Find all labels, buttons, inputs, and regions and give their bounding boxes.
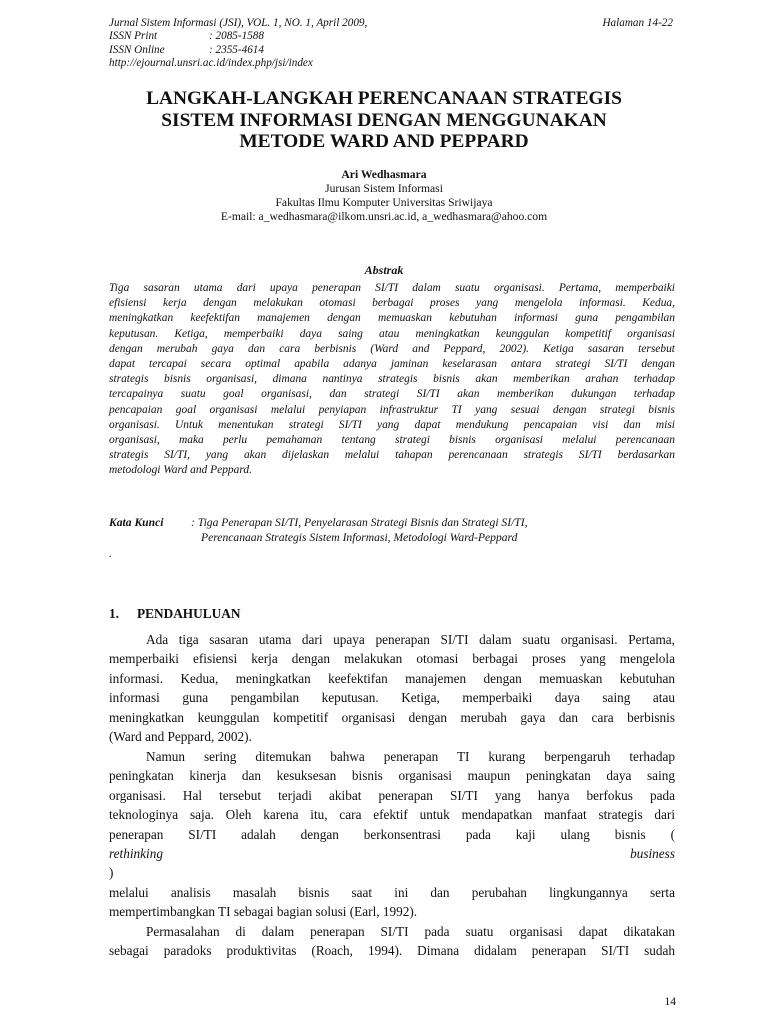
abstract-line: keputusan. Ketiga, memperbaiki daya saing atau meningkatkan keunggulan kompetitif organisasi — [109, 327, 675, 340]
body-line-text: ) — [109, 865, 114, 881]
abstract-line: strategis bisnis organisasi, dimana nantinya strategis bisnis akan memberikan arahan terhadap — [109, 373, 675, 386]
keywords-row — [109, 515, 675, 530]
body-line: (Ward and Peppard, 2002). — [109, 729, 252, 745]
abstract-line: pencapaian goal organisasi melalui penyiapan infrastruktur TI yang sesuai dengan strategi bisnis — [109, 403, 675, 416]
body-line: teknologinya saja. Oleh karena itu, cara efektif untuk mendapatkan manfaat strategis dari — [109, 807, 675, 823]
body-line — [109, 825, 675, 883]
body-line: memperbaiki efisiensi kerja dengan melakukan otomasi berbagai proses yang mengelola — [109, 651, 675, 667]
body-line: melalui analisis masalah bisnis saat ini dan perubahan lingkungannya serta — [109, 884, 675, 900]
header-journal-row — [109, 17, 673, 30]
abstract-line: dengan merubah gaya dan cara berbisnis (Ward and Peppard, 2002). Ketiga sasaran tersebut — [109, 342, 675, 355]
body-text — [109, 630, 675, 961]
body-italic-term: rethinking business — [109, 845, 675, 861]
body-line: mempertimbangkan TI sebagai bagian solusi (Earl, 1992). — [109, 904, 418, 920]
paper-title — [60, 88, 708, 153]
journal-citation: Jurnal Sistem Informasi (JSI), VOL. 1, NO. 1, April 2009, — [109, 17, 368, 29]
keywords-line: Perencanaan Strategis Sistem Informasi, Metodologi Ward-Peppard — [201, 531, 518, 545]
abstract-heading: Abstrak — [364, 263, 404, 277]
issn-print-row — [109, 30, 673, 43]
author-department: Jurusan Sistem Informasi — [325, 181, 443, 195]
section-title: PENDAHULUAN — [137, 606, 241, 621]
issn-online-value: : 2355-4614 — [209, 43, 264, 56]
body-line: informasi. Kedua, meningkatkan keefektifan manajemen dengan memuaskan kebutuhan — [109, 670, 675, 686]
body-line: organisasi. Hal tersebut terjadi akibat penerapan SI/TI yang hanya berfokus pada — [109, 787, 675, 803]
issn-online-label: ISSN Online — [109, 43, 165, 56]
abstract-line: tercapainya suatu goal organisasi, dan strategi SI/TI akan memberikan dukungan terhadap — [109, 388, 675, 401]
title-line: LANGKAH-LANGKAH PERENCANAAN STRATEGIS — [146, 88, 622, 109]
section-number: 1. — [109, 606, 119, 621]
page-range: Halaman 14-22 — [602, 17, 673, 29]
issn-online-row — [109, 44, 673, 57]
body-line: Permasalahan di dalam penerapan SI/TI pada suatu organisasi dapat dikatakan — [146, 923, 675, 939]
abstract-line: dapat tercapai secara optimal apabila adanya jaminan keselarasan antara strategi SI/TI dengan — [109, 358, 675, 371]
body-line-text: penerapan SI/TI adalah dengan berkonsentrasi pada kaji ulang bisnis ( — [109, 826, 675, 842]
keywords-line: : Tiga Penerapan SI/TI, Penyelarasan Strategi Bisnis dan Strategi SI/TI, — [191, 516, 528, 529]
journal-url[interactable]: http://ejournal.unsri.ac.id/index.php/jsi/index — [109, 57, 313, 70]
author-block — [84, 168, 684, 224]
keywords-label: Kata Kunci — [109, 516, 164, 529]
abstract-line: efisiensi kerja dengan melakukan otomasi berbagai proses yang mengelola informasi. Kedua, — [109, 297, 675, 310]
abstract-line: metodologi Ward and Peppard. — [109, 464, 252, 477]
abstract-line: strategis SI/TI, yang akan dijelaskan melalui tahapan perencanaan strategis SI/TI berdasarkan — [109, 449, 675, 462]
keywords-block — [109, 515, 675, 561]
issn-print-label: ISSN Print — [109, 30, 158, 43]
author-faculty: Fakultas Ilmu Komputer Universitas Sriwijaya — [275, 195, 493, 209]
abstract-line: meningkatkan keefektifan manajemen dengan memuaskan kebutuhan informasi guna pengambilan — [109, 312, 675, 325]
body-line: Namun sering ditemukan bahwa penerapan TI kurang berpengaruh terhadap — [146, 748, 675, 764]
author-name: Ari Wedhasmara — [341, 168, 427, 181]
abstract-body — [109, 281, 675, 479]
body-line: meningkatkan keunggulan kompetitif organisasi dengan merubah gaya dan cara berbisnis — [109, 709, 675, 725]
issn-print-value: : 2085-1588 — [209, 30, 264, 43]
body-line: Ada tiga sasaran utama dari upaya penerapan SI/TI dalam suatu organisasi. Pertama, — [146, 632, 675, 647]
page-number: 14 — [664, 996, 676, 1008]
title-line: METODE WARD AND PEPPARD — [239, 131, 529, 153]
running-header — [109, 17, 673, 71]
section-heading — [109, 606, 240, 622]
abstract-line: organisasi. Untuk menentukan strategi SI/TI yang dapat mendukung pencapaian visi dan misi — [109, 418, 675, 431]
body-line: informasi guna pengambilan keputusan. Ketiga, memperbaiki daya saing atau — [109, 690, 675, 706]
author-email[interactable]: E-mail: a_wedhasmara@ilkom.unsri.ac.id, a_wedhasmara@ahoo.com — [220, 209, 548, 223]
body-line: peningkatan kinerja dan kesuksesan bisnis organisasi maupun peningkatan daya saing — [109, 768, 675, 784]
body-line: sebagai paradoks produktivitas (Roach, 1994). Dimana didalam penerapan SI/TI sudah — [109, 943, 675, 959]
abstract-line: organisasi, maka perlu pemahaman tentang strategi bisnis organisasi melalui perencanaan — [109, 434, 675, 447]
abstract-line: Tiga sasaran utama dari upaya penerapan SI/TI dalam suatu organisasi. Pertama, memperbaiki — [109, 282, 675, 294]
title-line: SISTEM INFORMASI DENGAN MENGGUNAKAN — [161, 109, 607, 131]
keywords-trailing-dot: . — [109, 546, 112, 560]
